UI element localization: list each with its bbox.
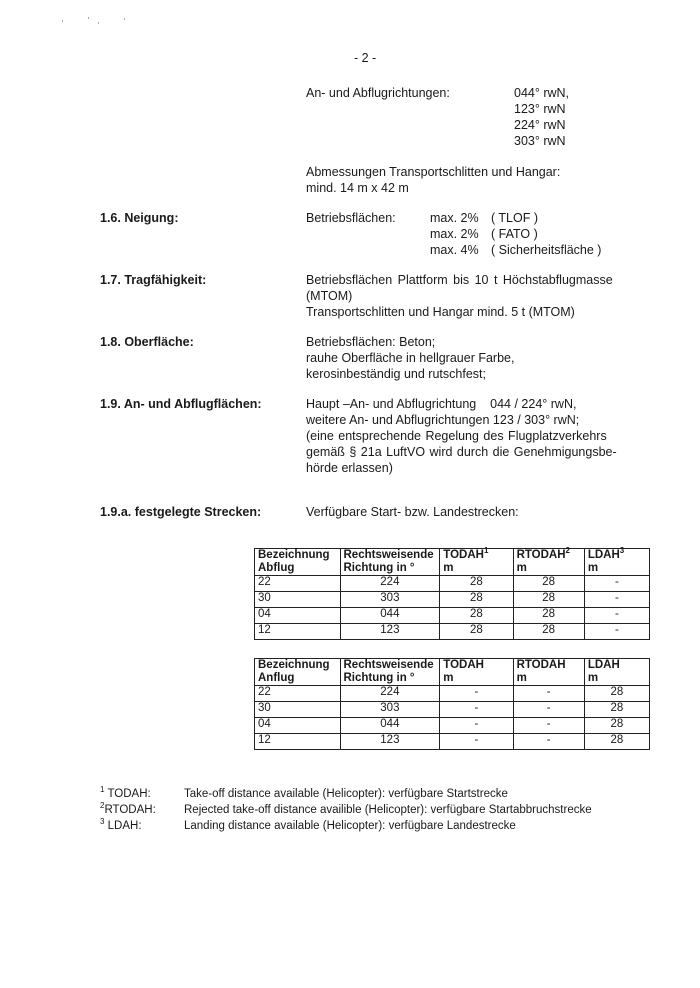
footnote-ref: 1 bbox=[483, 546, 489, 555]
table-row bbox=[255, 734, 650, 750]
table-cell: 28 bbox=[440, 576, 513, 592]
anflugflaechen-line: hörde erlassen) bbox=[306, 461, 393, 475]
table-cell: 123 bbox=[340, 734, 440, 750]
table-cell: 30 bbox=[255, 592, 341, 608]
table-row bbox=[255, 608, 650, 624]
table-cell: - bbox=[513, 702, 584, 718]
table-row bbox=[255, 624, 650, 640]
table-cell: 12 bbox=[255, 624, 341, 640]
scan-speck bbox=[62, 20, 63, 22]
table-cell: 224 bbox=[340, 576, 440, 592]
oberflaeche-line: Betriebsflächen: Beton; bbox=[306, 335, 436, 349]
neigung-value: max. 2% bbox=[430, 227, 479, 241]
section-heading-tragfaehigkeit: 1.7. Tragfähigkeit: bbox=[100, 273, 207, 287]
table-cell: - bbox=[513, 734, 584, 750]
approach-directions-label: An- und Abflugrichtungen: bbox=[306, 86, 450, 100]
table-abflug bbox=[254, 548, 650, 640]
table-cell: 28 bbox=[440, 624, 513, 640]
column-header: Bezeichnung Abflug bbox=[255, 549, 341, 576]
table-cell: 303 bbox=[340, 592, 440, 608]
table-cell: 28 bbox=[584, 686, 649, 702]
section-heading-strecken: 1.9.a. festgelegte Strecken: bbox=[100, 505, 262, 519]
table-header-row bbox=[255, 549, 650, 576]
table-cell: - bbox=[440, 718, 513, 734]
anflugflaechen-line: weitere An- und Abflugrichtungen 123 / 303° rwN; bbox=[306, 413, 580, 427]
table-cell: 12 bbox=[255, 734, 341, 750]
neigung-value: max. 2% bbox=[430, 211, 479, 225]
approach-direction-value: 123° rwN bbox=[514, 102, 566, 116]
table-cell: 28 bbox=[584, 702, 649, 718]
neigung-value: max. 4% bbox=[430, 243, 479, 257]
table-cell: 28 bbox=[513, 576, 584, 592]
table-cell: 28 bbox=[513, 592, 584, 608]
anflugflaechen-line: (eine entsprechende Regelung des Flugplatzverkehrs bbox=[306, 429, 607, 443]
neigung-label: Betriebsflächen: bbox=[306, 211, 396, 225]
table-cell: 28 bbox=[513, 624, 584, 640]
table-cell: 04 bbox=[255, 608, 341, 624]
table-row bbox=[255, 592, 650, 608]
table-cell: - bbox=[584, 608, 649, 624]
scan-speck bbox=[98, 22, 99, 24]
scan-speck bbox=[124, 18, 125, 20]
column-header: RTODAH$^2$ m bbox=[513, 549, 584, 576]
table-row bbox=[255, 702, 650, 718]
table-cell: 28 bbox=[513, 608, 584, 624]
column-header: Rechtsweisende Richtung in ° bbox=[340, 549, 440, 576]
approach-direction-value: 303° rwN bbox=[514, 134, 566, 148]
column-header: LDAH m bbox=[584, 659, 649, 686]
table-cell: 04 bbox=[255, 718, 341, 734]
page-number: - 2 - bbox=[354, 51, 377, 65]
table-cell: 044 bbox=[340, 608, 440, 624]
footnote-ref: 2 bbox=[565, 546, 570, 555]
column-header: RTODAH m bbox=[513, 659, 584, 686]
oberflaeche-line: kerosinbeständig und rutschfest; bbox=[306, 367, 486, 381]
footnote-ref: 3 bbox=[619, 546, 625, 555]
table-row bbox=[255, 576, 650, 592]
table-cell: 28 bbox=[440, 592, 513, 608]
table-cell: 224 bbox=[340, 686, 440, 702]
table-cell: 303 bbox=[340, 702, 440, 718]
anflugflaechen-line: Haupt –An- und Abflugrichtung 044 / 224° rwN, bbox=[306, 397, 577, 411]
table-cell: - bbox=[440, 734, 513, 750]
footnote-text: Landing distance available (Helicopter): verfügbare Landestrecke bbox=[184, 820, 516, 832]
neigung-note: ( Sicherheitsfläche ) bbox=[491, 243, 602, 257]
table-cell: - bbox=[440, 686, 513, 702]
table-cell: - bbox=[513, 718, 584, 734]
column-header: TODAH m bbox=[440, 659, 513, 686]
column-header: Bezeichnung Anflug bbox=[255, 659, 341, 686]
table-cell: 22 bbox=[255, 576, 341, 592]
table-cell: 22 bbox=[255, 686, 341, 702]
table-cell: - bbox=[440, 702, 513, 718]
table-row bbox=[255, 718, 650, 734]
table-cell: - bbox=[513, 686, 584, 702]
table-cell: - bbox=[584, 592, 649, 608]
dimensions-line: mind. 14 m x 42 m bbox=[306, 181, 409, 195]
section-heading-anflugflaechen: 1.9. An- und Abflugflächen: bbox=[100, 397, 262, 411]
approach-direction-value: 224° rwN bbox=[514, 118, 566, 132]
column-header: LDAH$^3$ m bbox=[584, 549, 649, 576]
neigung-note: ( TLOF ) bbox=[491, 211, 538, 225]
footnote-abbr: $^3$ LDAH: bbox=[100, 817, 142, 832]
table-cell: 30 bbox=[255, 702, 341, 718]
neigung-note: ( FATO ) bbox=[491, 227, 538, 241]
anflugflaechen-line: gemäß § 21a LuftVO wird durch die Genehmigungsbe- bbox=[306, 445, 617, 459]
table-cell: 28 bbox=[440, 608, 513, 624]
footnote-text: Take-off distance available (Helicopter): verfügbare Startstrecke bbox=[184, 788, 508, 800]
column-header: TODAH$^1$ m bbox=[440, 549, 513, 576]
table-cell: 044 bbox=[340, 718, 440, 734]
section-heading-neigung: 1.6. Neigung: bbox=[100, 211, 179, 225]
tragfaehigkeit-line: Betriebsflächen Plattform bis 10 t Höchstabflugmasse bbox=[306, 273, 613, 287]
tragfaehigkeit-line: (MTOM) bbox=[306, 289, 353, 303]
dimensions-line: Abmessungen Transportschlitten und Hangar: bbox=[306, 165, 561, 179]
footnote-abbr: $^1$ TODAH: bbox=[100, 785, 151, 800]
footnote-abbr: $^2$RTODAH: bbox=[100, 801, 156, 816]
oberflaeche-line: rauhe Oberfläche in hellgrauer Farbe, bbox=[306, 351, 515, 365]
column-header: Rechtsweisende Richtung in ° bbox=[340, 659, 440, 686]
approach-direction-value: 044° rwN, bbox=[514, 86, 570, 100]
table-cell: 28 bbox=[584, 734, 649, 750]
scan-speck bbox=[88, 17, 89, 19]
table-cell: 28 bbox=[584, 718, 649, 734]
footnote-text: Rejected take-off distance availible (Helicopter): verfügbare Startabbruchstrecke bbox=[184, 804, 592, 816]
table-cell: - bbox=[584, 576, 649, 592]
strecken-text: Verfügbare Start- bzw. Landestrecken: bbox=[306, 505, 519, 519]
table-cell: 123 bbox=[340, 624, 440, 640]
tragfaehigkeit-line: Transportschlitten und Hangar mind. 5 t (MTOM) bbox=[306, 305, 575, 319]
table-anflug bbox=[254, 658, 650, 750]
table-row bbox=[255, 686, 650, 702]
section-heading-oberflaeche: 1.8. Oberfläche: bbox=[100, 335, 194, 349]
table-header-row bbox=[255, 659, 650, 686]
table-cell: - bbox=[584, 624, 649, 640]
